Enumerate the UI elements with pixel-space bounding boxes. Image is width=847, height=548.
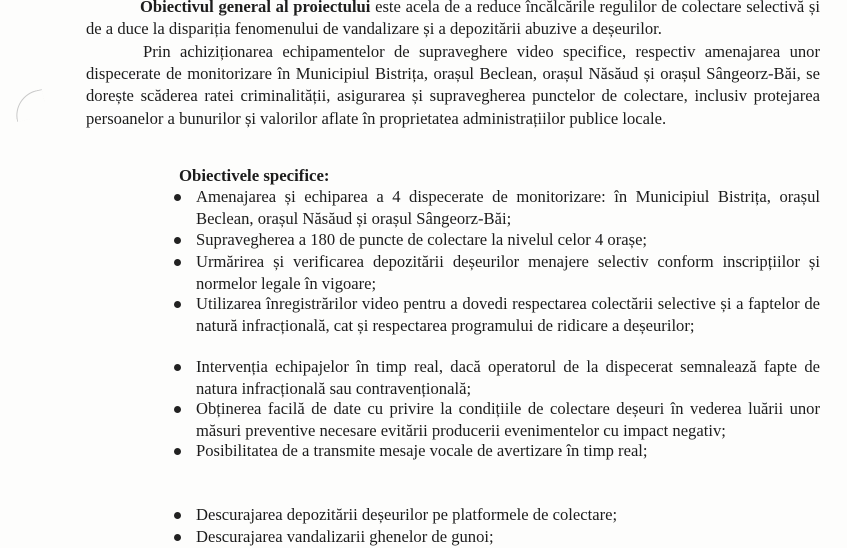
- general-objective-text: este acela de a reduce încălcările regulilor de colectare selectivă și de a duce la dispariția fenomenului de vandalizare și a depozitării abuzive a deșeurilor.: [86, 0, 821, 39]
- objective-item: Urmărirea și verificarea depozitării deșeurilor menajere selectiv conform inscripțiilor și normelor legale în vigoare;: [196, 251, 820, 296]
- specific-objectives-heading: Obiectivele specifice:: [179, 166, 330, 185]
- scan-artifact-mark: [12, 89, 48, 122]
- objective-item: Descurajarea depozitării deșeurilor pe platformele de colectare;: [196, 504, 820, 526]
- objective-item: Posibilitatea de a transmite mesaje vocale de avertizare în timp real;: [196, 440, 820, 462]
- objective-item: Utilizarea înregistrărilor video pentru a dovedi respectarea colectării selective și a faptelor de natură infracțională, cat și respectarea programului de ridicare a deșeurilor;: [196, 293, 820, 338]
- general-objective-label: Obiectivul general al proiectului: [140, 0, 371, 16]
- objective-item: Obținerea facilă de date cu privire la condițiile de colectare deșeuri în vederea luării unor măsuri preventive necesare evitării producerii evenimentelor cu impact negativ;: [196, 398, 820, 443]
- objective-item: Supravegherea a 180 de puncte de colectare la nivelul celor 4 orașe;: [196, 229, 820, 251]
- objective-item: Descurajarea vandalizarii ghenelor de gunoi;: [196, 526, 820, 548]
- objective-item: Amenajarea și echiparea a 4 dispecerate de monitorizare: în Municipiul Bistrița, orașul Beclean, orașul Năsăud și orașul Sângeorz-Băi;: [196, 186, 820, 231]
- acquisition-paragraph: Prin achiziționarea echipamentelor de supraveghere video specifice, respectiv amenajarea unor dispecerate de monitorizare în Municipiul Bistrița, orașul Beclean, orașul Năsăud și orașul Sângeorz-Băi, se dorește scăderea ratei criminalității, asigurarea și supravegherea punctelor de colectare, inclusiv protejarea persoanelor a bunurilor și valorilor aflate în proprietatea administrațiilor publice locale.: [86, 42, 820, 128]
- objective-item: Intervenția echipajelor în timp real, dacă operatorul de la dispecerat semnalează fapte de natura infracțională sau contravențională;: [196, 356, 820, 401]
- general-objective-paragraph: [86, 0, 820, 40]
